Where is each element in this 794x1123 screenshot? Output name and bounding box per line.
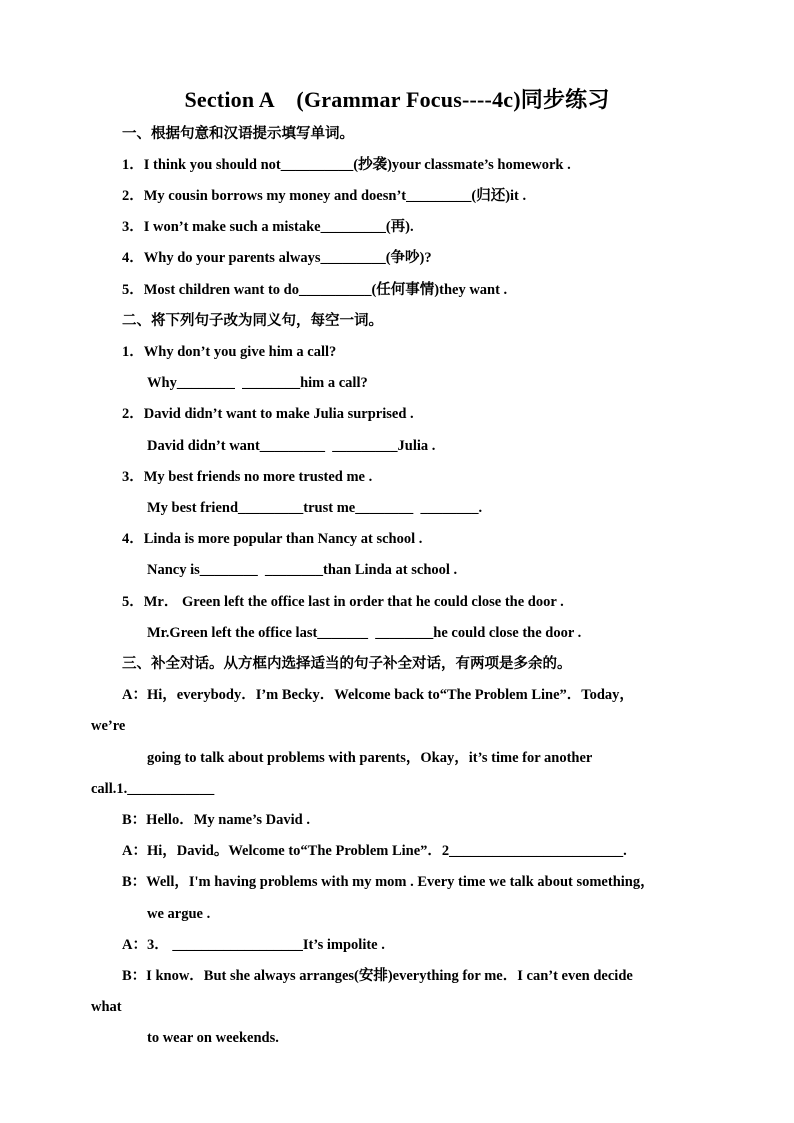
- dialogue-line: going to talk about problems with parents，Okay，it’s time for another: [147, 750, 593, 766]
- question-line: 4．Linda is more popular than Nancy at school .: [122, 531, 423, 547]
- answer-line: Nancy is________ ________than Linda at school .: [147, 562, 458, 578]
- dialogue-line: A：3． __________________It’s impolite .: [122, 937, 385, 953]
- section-heading-1: 一、根据句意和汉语提示填写单词。: [122, 126, 354, 142]
- question-line: 2．My cousin borrows my money and doesn’t_________(归还)it .: [122, 188, 527, 204]
- dialogue-line: B：Well，I'm having problems with my mom . Every time we talk about something，: [122, 874, 655, 890]
- answer-line: David didn’t want_________ _________Julia .: [147, 438, 436, 454]
- dialogue-line: what: [91, 999, 122, 1015]
- section-heading-2: 二、将下列句子改为同义句，每空一词。: [122, 313, 383, 329]
- answer-line: My best friend_________trust me________ ________.: [147, 500, 483, 516]
- dialogue-line: we argue .: [147, 906, 211, 922]
- answer-line: Why________ ________him a call?: [147, 375, 368, 391]
- question-line: 3．My best friends no more trusted me .: [122, 469, 373, 485]
- question-line: 3．I won’t make such a mistake_________(再).: [122, 219, 414, 235]
- dialogue-line: to wear on weekends.: [147, 1030, 279, 1046]
- section-heading-3: 三、补全对话。从方框内选择适当的句子补全对话，有两项是多余的。: [122, 656, 572, 672]
- dialogue-line: B：I know．But she always arranges(安排)everything for me．I can’t even decide: [122, 968, 633, 984]
- dialogue-line: A：Hi，David。Welcome to“The Problem Line”．2________________________.: [122, 843, 627, 859]
- question-line: 5．Mr． Green left the office last in order that he could close the door .: [122, 594, 564, 610]
- question-line: 2．David didn’t want to make Julia surprised .: [122, 406, 414, 422]
- question-line: 1．I think you should not__________(抄袭)your classmate’s homework .: [122, 157, 571, 173]
- dialogue-line: we’re: [91, 718, 126, 734]
- page-title: Section A (Grammar Focus----4c)同步练习: [184, 87, 610, 112]
- dialogue-line: A：Hi，everybody．I’m Becky．Welcome back to“The Problem Line”．Today，: [122, 687, 634, 703]
- question-line: 5．Most children want to do__________(任何事情)they want .: [122, 282, 508, 298]
- dialogue-line: call.1.____________: [91, 781, 215, 797]
- answer-line: Mr.Green left the office last_______ ________he could close the door .: [147, 625, 582, 641]
- dialogue-line: B：Hello．My name’s David .: [122, 812, 310, 828]
- question-line: 4．Why do your parents always_________(争吵)?: [122, 250, 432, 266]
- question-line: 1．Why don’t you give him a call?: [122, 344, 337, 360]
